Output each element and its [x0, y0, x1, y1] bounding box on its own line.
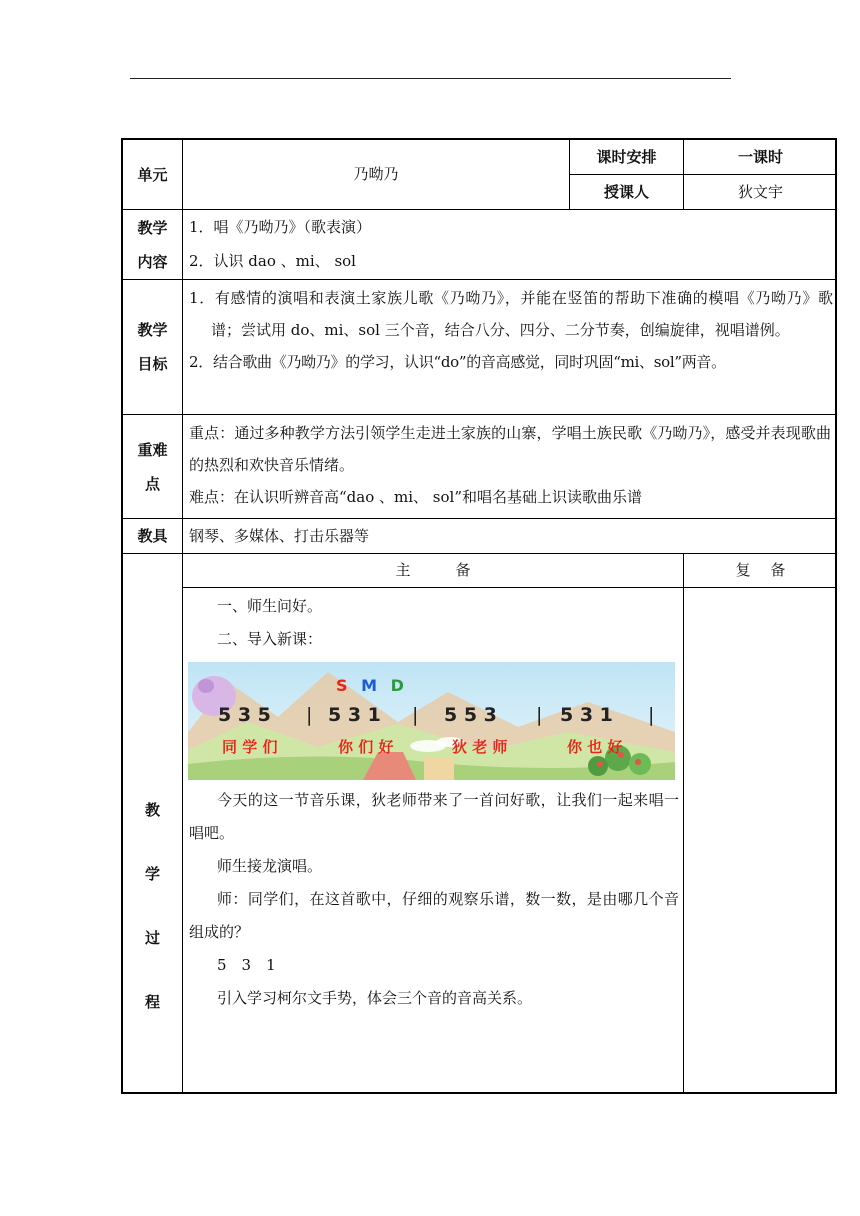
paragraph-curwen-signs: 引入学习柯尔文手势，体会三个音的音高关系。 — [217, 989, 533, 1007]
paragraph-notes: 5 3 1 — [217, 956, 276, 974]
key-point: 重点：通过多种教学方法引领学生走进土家族的山寨，学唱土族民歌《乃呦乃》，感受并表现歌曲的热烈和欢快音乐情绪。 — [189, 424, 831, 474]
content-item: 1．唱《乃呦乃》（歌表演） — [189, 218, 372, 236]
process-main-content-cont — [189, 784, 679, 1015]
goals-list — [189, 282, 833, 414]
process-label-char: 程 — [144, 992, 160, 1011]
bar-line: | — [648, 704, 655, 726]
measure-notes: 5 5 3 — [444, 704, 497, 726]
paragraph-greeting-song: 今天的这一节音乐课，狄老师带来了一首问好歌，让我们一起来唱一唱吧。 — [189, 791, 679, 842]
solfege-labels — [336, 676, 404, 695]
difficult-point: 难点：在认识听辨音高“dao 、mi、 sol”和唱名基础上识读歌曲乐谱 — [189, 488, 642, 506]
schedule-label: 课时安排 — [596, 148, 657, 166]
measure-notes: 5 3 1 — [560, 704, 613, 726]
unit-title: 乃呦乃 — [353, 165, 399, 183]
bar-line: | — [306, 704, 313, 726]
goal-item: 1．有感情的演唱和表演土家族儿歌《乃呦乃》，并能在竖笛的帮助下准确的模唱《乃呦乃》歌谱；尝试用 do、mi、sol 三个音，结合八分、四分、二分节奏，创编旋律，视唱谱例。 — [189, 289, 833, 339]
goals-label-line2: 目标 — [137, 355, 168, 373]
measure-lyric: 你 也 好 — [567, 738, 623, 756]
solfege-m: M — [361, 676, 378, 695]
paragraph-question: 师：同学们，在这首歌中，仔细的观察乐谱，数一数，是由哪几个音组成的？ — [189, 890, 679, 941]
step-greeting: 一、师生问好。 — [217, 597, 323, 615]
content-label — [123, 210, 182, 279]
main-prep-header: 主 备 — [395, 561, 471, 579]
measure-notes: 5 3 1 — [328, 704, 381, 726]
goal-item: 2．结合歌曲《乃呦乃》的学习，认识“do”的音高感觉，同时巩固“mi、sol”两音。 — [189, 353, 726, 371]
keypoints-label-line2: 点 — [144, 474, 160, 493]
goals-label — [123, 280, 182, 414]
solfege-s: S — [336, 676, 348, 695]
measure-lyric: 狄 老 师 — [452, 738, 508, 756]
measure-lyric: 同 学 们 — [222, 738, 278, 756]
tools-label: 教具 — [137, 527, 168, 545]
process-label-char: 学 — [144, 864, 160, 883]
tools-value: 钢琴、多媒体、打击乐器等 — [189, 527, 370, 545]
goals-label-line1: 教学 — [137, 321, 168, 339]
content-label-line1: 教学 — [137, 218, 168, 237]
unit-label: 单元 — [137, 165, 168, 184]
bar-line: | — [412, 704, 419, 726]
keypoints-text — [189, 417, 831, 517]
keypoints-label — [123, 415, 182, 518]
teacher-value: 狄文宇 — [737, 182, 783, 201]
process-label-char: 教 — [144, 800, 160, 819]
content-item: 2．认识 dao 、mi、 sol — [189, 252, 356, 270]
review-prep-header: 复 备 — [735, 561, 786, 579]
solfege-d: D — [390, 676, 404, 695]
content-label-line2: 内容 — [137, 252, 168, 271]
process-label — [123, 554, 182, 1092]
greeting-song-banner — [188, 662, 675, 780]
content-list — [189, 210, 829, 279]
measure-notes: 5 3 5 — [218, 704, 271, 726]
lesson-plan-table — [121, 138, 837, 1094]
measure-lyric: 你 们 好 — [338, 738, 394, 756]
step-intro: 二、导入新课： — [217, 630, 323, 648]
page-header-rule — [130, 78, 731, 79]
keypoints-label-line1: 重难 — [137, 440, 168, 459]
schedule-value: 一课时 — [737, 148, 783, 166]
teacher-label: 授课人 — [603, 183, 649, 201]
paragraph-relay-singing: 师生接龙演唱。 — [217, 857, 323, 875]
process-label-char: 过 — [144, 928, 160, 947]
bar-line: | — [536, 704, 543, 726]
